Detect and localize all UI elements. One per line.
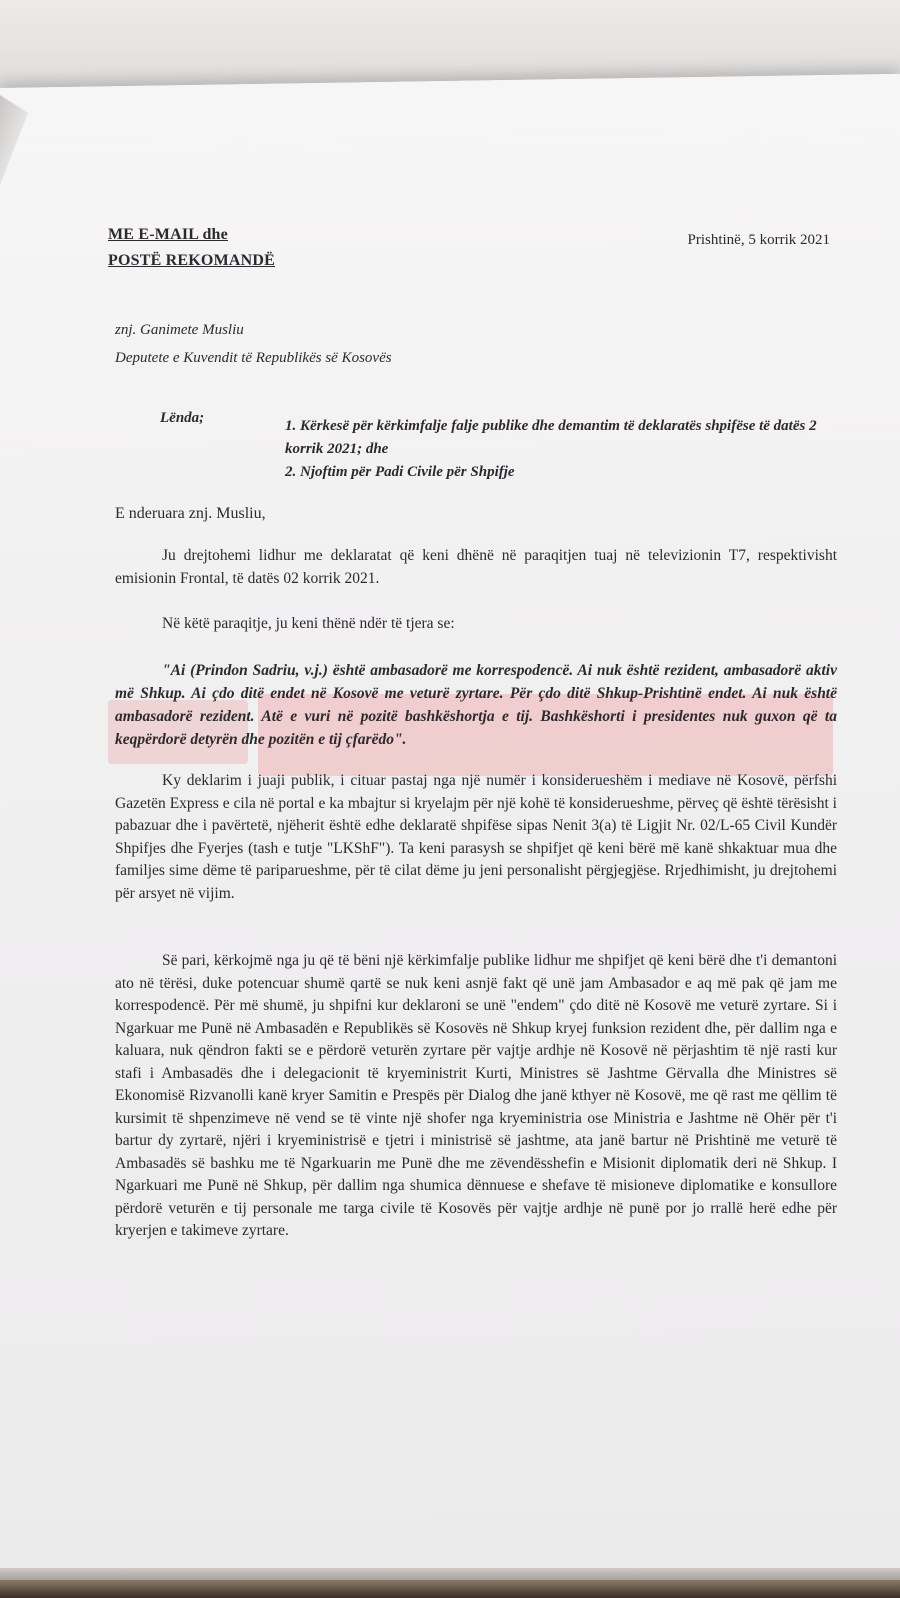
subject-item-2: 2. Njoftim për Padi Civile për Shpifje [285, 464, 515, 480]
quoted-statement: "Ai (Prindon Sadriu, v.j.) është ambasadorë me korrespodencë. Ai nuk është rezident, ambasadorë aktiv më Shkup. Ai çdo ditë endet në Kosovë me veturë zyrtare. Për çdo ditë Shkup-Prishtinë endet. Ai nuk është ambasadorë rezident. Atë e vuri në pozitë bashkëshortja e tij. Bashkëshorti i presidentes nuk guxon që ta keqpërdorë detyrën dhe pozitën e tij çfarëdo". [115, 662, 837, 748]
background-bottom [0, 1580, 900, 1598]
paragraph-statement: Në këtë paraqitje, ju keni thënë ndër të tjera se: [162, 615, 455, 632]
recipient-name: znj. Ganimete Musliu [115, 322, 244, 338]
paragraph-intro: Ju drejtohemi lidhur me deklaratat që keni dhënë në paraqitjen tuaj në televizionin T7, respektivisht emisionin Frontal, të datës 02 korrik 2021. [115, 547, 837, 587]
subject-label: Lënda; [160, 410, 205, 426]
recipient-title: Deputete e Kuvendit të Republikës së Kosovës [115, 350, 392, 366]
place-date: Prishtinë, 5 korrik 2021 [687, 232, 830, 248]
delivery-method-line1: ME E-MAIL dhe [108, 226, 228, 243]
paragraph-request: Së pari, kërkojmë nga ju që të bëni një kërkimfalje publike lidhur me shpifjet që keni bërë dhe t'i demantoni ato në tërësi, duke potencuar shumë qartë se nuk keni asnjë fakt që unë jam Ambasador e aq më pak që jam me korrespodencë. Për më shumë, ju shpifni kur deklaroni se unë "endem" çdo ditë në Kosovë me veturë zyrtare. Si i Ngarkuar me Punë në Ambasadën e Republikës së Kosovës në Shkup kryej funksion rezident dhe, për dallim nga e kaluara, nuk qëndron fakti se e përdorë veturën zyrtare për vajtje ardhje në Kosovë në përjashtim të një rasti kur stafi i Ambasadës dhe i delegacionit të kryeministrit Kurti, Ministres së Jashtme Gërvalla dhe Ministres së Ekonomisë Rizvanolli kanë kryer Samitin e Prespës për Dialog dhe janë kthyer në Kosovë, me që rast me qëllim të kursimit të shpenzimeve në vend se të vinte një shofer nga kryeministria ose Ministria e Jashtme në Ohër për t'i bartur dy zyrtarë, njëri i kryeministrisë e tjetri i ministrisë së jashtme, ata janë bartur në Prishtinë me veturë të Ambasadës së bashku me të Ngarkuarin me Punë dhe me zëvendësshefin e Misionit diplomatik deri në Shkup. I Ngarkuari me Punë në Shkup, për dallim nga shumica dënnuese e shefave të misioneve diplomatike e konsullore përdorë veturën e tij personale me targa civile të Kosovës për vajtje ardhje në punë por jo rrallë herë edhe për kryerjen e takimeve zyrtare. [115, 952, 837, 1239]
paragraph-declaration: Ky deklarim i juaji publik, i cituar pastaj nga një numër i konsiderueshëm i mediave në Kosovë, përfshi Gazetën Express e cila në portal e ka mbajtur si kryelajm për një kohë të konsiderueshme, përveç që është tërësisht i pabazuar dhe i pavërtetë, njëherit është edhe deklaratë shpifëse sipas Nenit 3(a) të Ligjit Nr. 02/L-65 Civil Kundër Shpifjes dhe Fyerjes (tash e tutje "LKShF"). Ta keni parasysh se shpifjet që keni bërë më kanë shkaktuar mua dhe familjes sime dëme të pariparueshme, për të cilat dëme ju jeni personalisht përgjegjëse. Rrjedhimisht, ju drejtohemi për arsyet në vijim. [115, 772, 837, 902]
subject-item-1: 1. Kërkesë për kërkimfalje falje publike dhe demantim të deklaratës shpifëse të datës 2 korrik 2021; dhe [285, 418, 817, 457]
salutation: E nderuara znj. Musliu, [115, 505, 266, 522]
delivery-method-line2: POSTË REKOMANDË [108, 252, 276, 269]
subject-list [285, 415, 845, 484]
